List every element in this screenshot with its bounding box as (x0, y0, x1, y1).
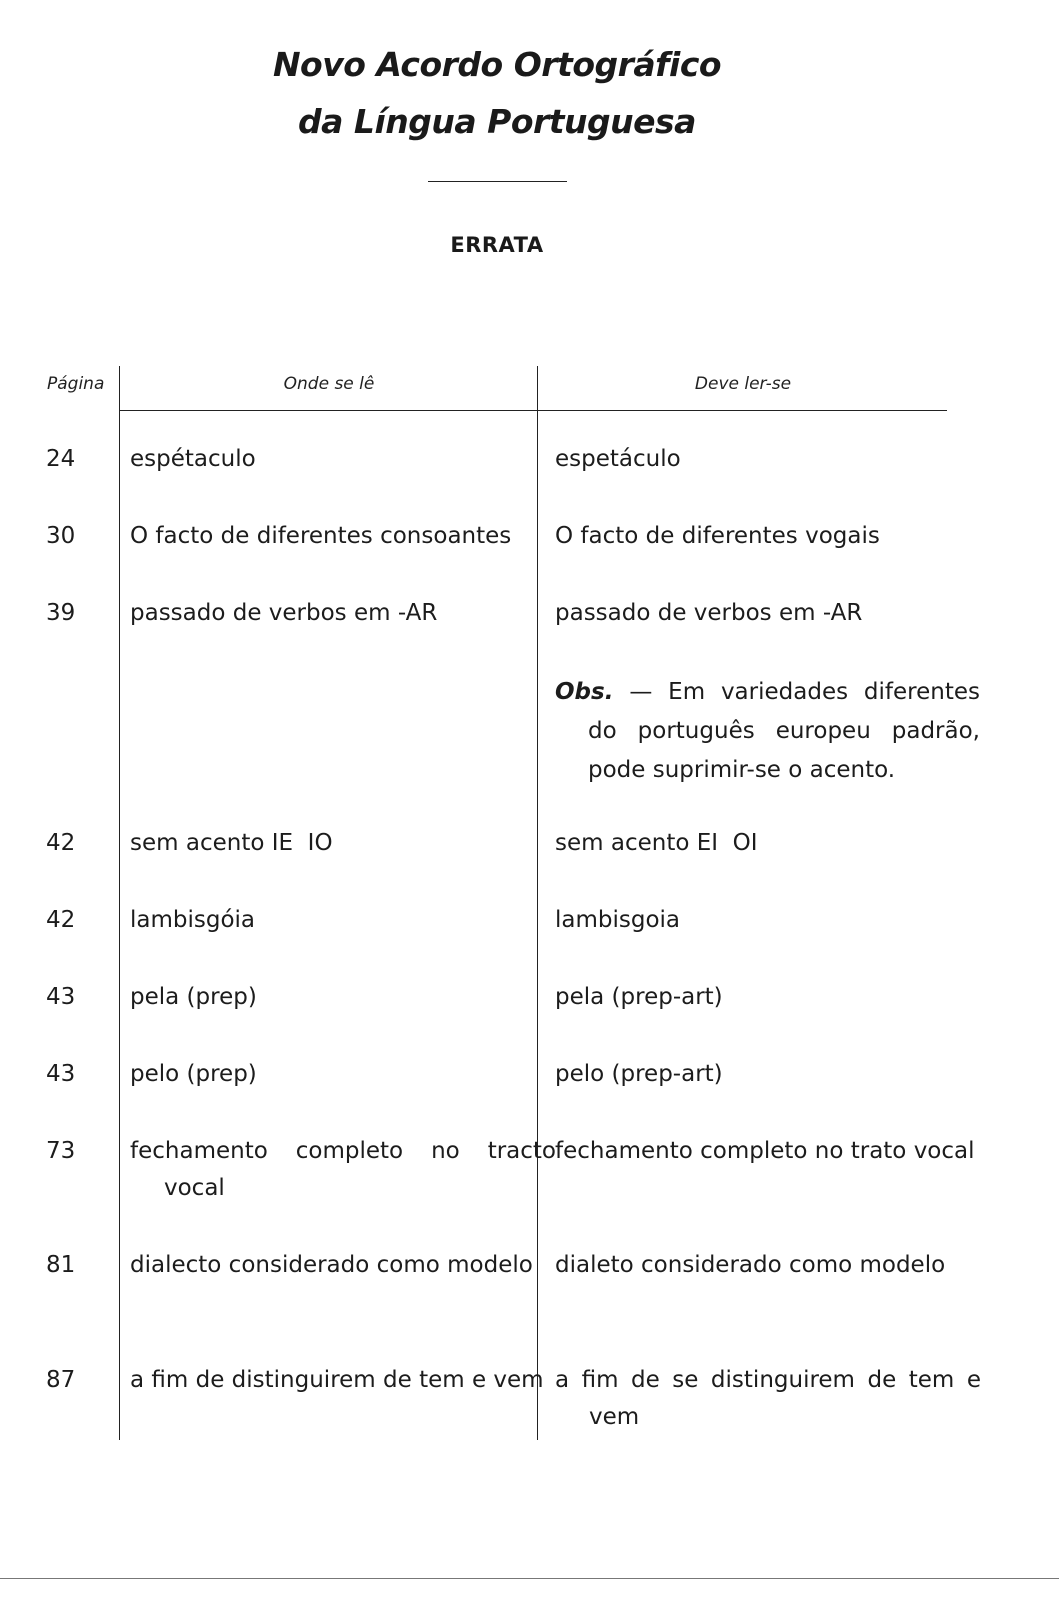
observation-text: — Em variedades diferentes do português europeu padrão, pode suprimir-se o acento. (588, 679, 980, 783)
document-title-line1: Novo Acordo Ortográfico (272, 45, 722, 84)
row-where-read: passado de verbos em -AR (130, 600, 438, 626)
row-should-read: fechamento completo no trato vocal (555, 1138, 975, 1164)
errata-heading: ERRATA (450, 233, 544, 257)
row-page-number: 87 (46, 1367, 76, 1393)
row-page-number: 30 (46, 523, 76, 549)
row-should-read: a fim de se distinguirem de tem e vem (555, 1367, 981, 1430)
row-page-number: 42 (46, 907, 76, 933)
row-page-number: 73 (46, 1138, 76, 1164)
row-where-read: pela (prep) (130, 984, 257, 1010)
row-where-read: pelo (prep) (130, 1061, 257, 1087)
row-should-read: pela (prep-art) (555, 984, 723, 1010)
row-page-number: 42 (46, 830, 76, 856)
row-should-read: pelo (prep-art) (555, 1061, 723, 1087)
row-where-read: lambisgóia (130, 907, 256, 933)
observation-label: Obs. (555, 679, 614, 705)
column-header-should-read: Deve ler-se (694, 374, 792, 394)
title-divider (428, 181, 567, 182)
row-page-number: 24 (46, 446, 76, 472)
row-where-read: fechamento completo no tracto vocal (130, 1138, 556, 1201)
observation-note (555, 673, 980, 790)
row-should-read: passado de verbos em -AR (555, 600, 863, 626)
column-header-where-read: Onde se lê (283, 374, 375, 394)
row-should-read: lambisgoia (555, 907, 681, 933)
row-should-read: espetáculo (555, 446, 681, 472)
header-rule (119, 410, 947, 411)
row-page-number: 43 (46, 1061, 76, 1087)
row-where-read: dialecto considerado como modelo (130, 1252, 533, 1278)
row-should-read: O facto de diferentes vogais (555, 523, 880, 549)
column-header-page: Página (47, 374, 105, 394)
row-page-number: 39 (46, 600, 76, 626)
row-where-read: espétaculo (130, 446, 256, 472)
page-bottom-edge (0, 1578, 1059, 1579)
document-title-line2: da Língua Portuguesa (298, 102, 696, 141)
column-divider-1 (119, 366, 120, 1440)
row-where-read: sem acento IE IO (130, 830, 333, 856)
row-where-read: O facto de diferentes consoantes (130, 523, 512, 549)
row-page-number: 43 (46, 984, 76, 1010)
row-where-read: a fim de distinguirem de tem e vem (130, 1367, 544, 1393)
row-should-read: sem acento EI OI (555, 830, 758, 856)
row-page-number: 81 (46, 1252, 76, 1278)
row-should-read: dialeto considerado como modelo (555, 1252, 946, 1278)
